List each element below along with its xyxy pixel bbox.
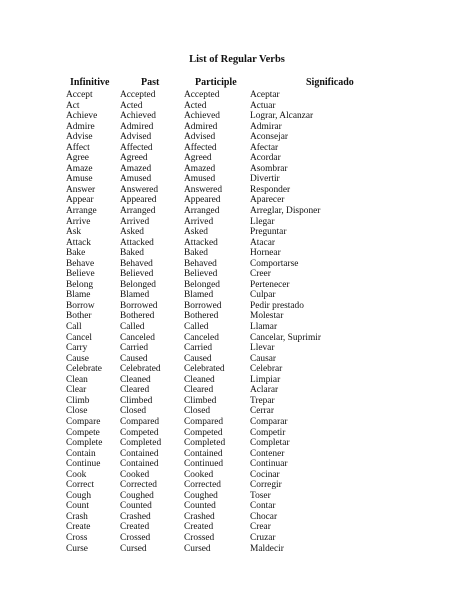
table-row (0, 544, 474, 555)
cell-participle: Bothered (184, 311, 219, 322)
verb-table (0, 77, 474, 554)
cell-infinitive: Borrow (66, 300, 95, 311)
cell-past: Blamed (120, 290, 150, 301)
cell-past: Closed (120, 406, 147, 417)
table-row (0, 385, 474, 396)
cell-past: Agreed (120, 153, 148, 164)
table-row (0, 153, 474, 164)
cell-infinitive: Amaze (66, 163, 93, 174)
table-row (0, 185, 474, 196)
table-row (0, 269, 474, 280)
cell-past: Borrowed (120, 300, 158, 311)
table-row (0, 90, 474, 101)
cell-participle: Appeared (184, 195, 221, 206)
cell-infinitive: Advise (66, 132, 93, 143)
cell-infinitive: Blame (66, 290, 91, 301)
cell-significado: Cocinar (250, 469, 280, 480)
cell-past: Climbed (120, 395, 153, 406)
cell-significado: Atacar (250, 237, 275, 248)
cell-infinitive: Compare (66, 416, 101, 427)
cell-participle: Closed (184, 406, 211, 417)
table-row (0, 248, 474, 259)
cell-past: Attacked (120, 237, 154, 248)
table-row (0, 174, 474, 185)
cell-significado: Acordar (250, 153, 281, 164)
cell-participle: Caused (184, 353, 212, 364)
table-row (0, 449, 474, 460)
cell-participle: Amazed (184, 163, 216, 174)
cell-participle: Climbed (184, 395, 217, 406)
table-row (0, 375, 474, 386)
cell-past: Canceled (120, 332, 155, 343)
cell-past: Advised (120, 132, 152, 143)
cell-past: Contained (120, 448, 159, 459)
cell-infinitive: Call (66, 322, 82, 333)
cell-past: Competed (120, 427, 159, 438)
cell-significado: Competir (250, 427, 286, 438)
table-row (0, 132, 474, 143)
cell-past: Called (120, 322, 145, 333)
cell-significado: Comparar (250, 416, 288, 427)
cell-past: Cursed (120, 543, 147, 554)
cell-significado: Responder (250, 184, 291, 195)
cell-significado: Llegar (250, 216, 275, 227)
cell-participle: Answered (184, 184, 223, 195)
cell-participle: Celebrated (184, 364, 225, 375)
cell-participle: Carried (184, 343, 213, 354)
cell-significado: Asombrar (250, 163, 288, 174)
cell-past: Arranged (120, 206, 156, 217)
cell-past: Amazed (120, 163, 152, 174)
cell-participle: Advised (184, 132, 216, 143)
table-row (0, 533, 474, 544)
cell-past: Compared (120, 416, 160, 427)
header-past: Past (141, 77, 160, 88)
cell-past: Achieved (120, 111, 156, 122)
cell-significado: Chocar (250, 511, 278, 522)
table-row (0, 333, 474, 344)
cell-past: Caused (120, 353, 148, 364)
cell-participle: Created (184, 522, 214, 533)
cell-participle: Arrived (184, 216, 214, 227)
cell-participle: Admired (184, 121, 218, 132)
cell-past: Behaved (120, 258, 153, 269)
cell-participle: Behaved (184, 258, 217, 269)
cell-participle: Canceled (184, 332, 219, 343)
table-header (0, 77, 474, 89)
cell-participle: Acted (184, 100, 207, 111)
cell-participle: Coughed (184, 490, 218, 501)
table-row (0, 417, 474, 428)
cell-infinitive: Climb (66, 395, 90, 406)
cell-past: Celebrated (120, 364, 161, 375)
cell-past: Affected (120, 142, 153, 153)
cell-participle: Cooked (184, 469, 214, 480)
cell-infinitive: Cough (66, 490, 92, 501)
cell-past: Cooked (120, 469, 150, 480)
cell-infinitive: Arrive (66, 216, 91, 227)
cell-infinitive: Belong (66, 279, 94, 290)
table-row (0, 322, 474, 333)
cell-significado: Crear (250, 522, 271, 533)
table-row (0, 501, 474, 512)
cell-significado: Preguntar (250, 227, 287, 238)
cell-infinitive: Crash (66, 511, 88, 522)
cell-participle: Asked (184, 227, 208, 238)
cell-participle: Corrected (184, 480, 221, 491)
cell-significado: Causar (250, 353, 277, 364)
cell-participle: Achieved (184, 111, 220, 122)
cell-significado: Limpiar (250, 374, 281, 385)
cell-infinitive: Create (66, 522, 91, 533)
cell-participle: Baked (184, 248, 208, 259)
cell-significado: Lograr, Alcanzar (250, 111, 314, 122)
cell-participle: Accepted (184, 90, 220, 100)
table-row (0, 470, 474, 481)
cell-past: Cleared (120, 385, 150, 396)
header-participle: Participle (195, 77, 237, 88)
cell-participle: Crossed (184, 532, 215, 543)
cell-past: Believed (120, 269, 154, 280)
cell-infinitive: Arrange (66, 206, 97, 217)
cell-significado: Divertir (250, 174, 280, 185)
cell-infinitive: Admire (66, 121, 95, 132)
table-row (0, 259, 474, 270)
cell-infinitive: Close (66, 406, 88, 417)
cell-significado: Aclarar (250, 385, 279, 396)
cell-participle: Counted (184, 501, 216, 512)
cell-significado: Continuar (250, 459, 288, 470)
cell-past: Created (120, 522, 150, 533)
cell-participle: Crashed (184, 511, 215, 522)
cell-past: Crossed (120, 532, 151, 543)
table-row (0, 396, 474, 407)
cell-participle: Blamed (184, 290, 214, 301)
table-row (0, 522, 474, 533)
cell-significado: Completar (250, 438, 290, 449)
cell-significado: Actuar (250, 100, 276, 111)
cell-significado: Comportarse (250, 258, 299, 269)
table-row (0, 301, 474, 312)
document-title: List of Regular Verbs (189, 54, 285, 65)
cell-infinitive: Cancel (66, 332, 93, 343)
cell-participle: Agreed (184, 153, 212, 164)
cell-significado: Pertenecer (250, 279, 290, 290)
cell-past: Accepted (120, 90, 156, 100)
cell-past: Answered (120, 184, 159, 195)
cell-past: Asked (120, 227, 144, 238)
cell-significado: Celebrar (250, 364, 283, 375)
table-row (0, 195, 474, 206)
cell-significado: Arreglar, Disponer (250, 206, 321, 217)
table-row (0, 364, 474, 375)
table-row (0, 206, 474, 217)
cell-past: Belonged (120, 279, 156, 290)
cell-infinitive: Agree (66, 153, 89, 164)
cell-infinitive: Carry (66, 343, 88, 354)
cell-significado: Pedir prestado (250, 300, 304, 311)
cell-significado: Aconsejar (250, 132, 289, 143)
cell-infinitive: Attack (66, 237, 91, 248)
cell-participle: Cleaned (184, 374, 215, 385)
cell-significado: Trepar (250, 395, 275, 406)
cell-infinitive: Accept (66, 90, 93, 100)
cell-past: Contained (120, 459, 159, 470)
cell-participle: Competed (184, 427, 223, 438)
cell-infinitive: Bother (66, 311, 92, 322)
table-row (0, 164, 474, 175)
cell-infinitive: Behave (66, 258, 95, 269)
cell-past: Carried (120, 343, 149, 354)
cell-significado: Admirar (250, 121, 282, 132)
cell-participle: Contained (184, 448, 223, 459)
cell-significado: Cruzar (250, 532, 276, 543)
cell-significado: Creer (250, 269, 271, 280)
table-row (0, 406, 474, 417)
cell-significado: Cancelar, Suprimir (250, 332, 321, 343)
cell-past: Amused (120, 174, 152, 185)
table-row (0, 459, 474, 470)
cell-significado: Toser (250, 490, 271, 501)
cell-infinitive: Complete (66, 438, 103, 449)
cell-past: Crashed (120, 511, 151, 522)
table-row (0, 101, 474, 112)
table-row (0, 122, 474, 133)
table-row (0, 143, 474, 154)
cell-infinitive: Amuse (66, 174, 93, 185)
cell-infinitive: Believe (66, 269, 95, 280)
cell-past: Appeared (120, 195, 157, 206)
cell-infinitive: Correct (66, 480, 95, 491)
cell-significado: Contener (250, 448, 285, 459)
cell-significado: Hornear (250, 248, 281, 259)
table-row (0, 217, 474, 228)
cell-infinitive: Act (66, 100, 80, 111)
cell-participle: Continued (184, 459, 224, 470)
cell-past: Counted (120, 501, 152, 512)
cell-significado: Maldecir (250, 543, 284, 554)
cell-participle: Completed (184, 438, 226, 449)
cell-infinitive: Contain (66, 448, 96, 459)
cell-past: Bothered (120, 311, 155, 322)
cell-infinitive: Compete (66, 427, 100, 438)
cell-infinitive: Achieve (66, 111, 98, 122)
cell-infinitive: Cause (66, 353, 89, 364)
cell-participle: Affected (184, 142, 217, 153)
table-row (0, 227, 474, 238)
cell-infinitive: Count (66, 501, 89, 512)
cell-significado: Culpar (250, 290, 276, 301)
header-significado: Significado (306, 77, 354, 88)
cell-infinitive: Appear (66, 195, 94, 206)
cell-past: Baked (120, 248, 144, 259)
cell-infinitive: Bake (66, 248, 86, 259)
cell-infinitive: Clean (66, 374, 88, 385)
cell-past: Acted (120, 100, 143, 111)
cell-significado: Llamar (250, 322, 278, 333)
cell-significado: Cerrar (250, 406, 274, 417)
cell-significado: Aceptar (250, 90, 280, 100)
table-row (0, 438, 474, 449)
table-row (0, 280, 474, 291)
cell-significado: Molestar (250, 311, 284, 322)
cell-significado: Contar (250, 501, 276, 512)
table-body (0, 90, 474, 554)
cell-participle: Amused (184, 174, 216, 185)
cell-significado: Corregir (250, 480, 282, 491)
cell-infinitive: Affect (66, 142, 90, 153)
cell-participle: Believed (184, 269, 218, 280)
cell-past: Arrived (120, 216, 150, 227)
cell-past: Coughed (120, 490, 154, 501)
table-row (0, 111, 474, 122)
cell-significado: Aparecer (250, 195, 285, 206)
cell-participle: Borrowed (184, 300, 222, 311)
cell-infinitive: Curse (66, 543, 88, 554)
table-row (0, 480, 474, 491)
table-row (0, 238, 474, 249)
cell-participle: Cursed (184, 543, 211, 554)
cell-infinitive: Continue (66, 459, 101, 470)
cell-participle: Compared (184, 416, 224, 427)
table-row (0, 512, 474, 523)
table-row (0, 290, 474, 301)
table-row (0, 428, 474, 439)
cell-infinitive: Ask (66, 227, 82, 238)
cell-participle: Arranged (184, 206, 220, 217)
cell-past: Corrected (120, 480, 157, 491)
table-row (0, 311, 474, 322)
cell-infinitive: Answer (66, 184, 96, 195)
cell-participle: Belonged (184, 279, 220, 290)
table-row (0, 491, 474, 502)
cell-significado: Llevar (250, 343, 275, 354)
table-row (0, 354, 474, 365)
table-row (0, 343, 474, 354)
cell-past: Admired (120, 121, 154, 132)
cell-past: Completed (120, 438, 162, 449)
cell-participle: Cleared (184, 385, 214, 396)
cell-infinitive: Cross (66, 532, 88, 543)
cell-past: Cleaned (120, 374, 151, 385)
cell-significado: Afectar (250, 142, 279, 153)
header-infinitive: Infinitive (70, 77, 110, 88)
cell-infinitive: Celebrate (66, 364, 102, 375)
cell-participle: Called (184, 322, 209, 333)
cell-participle: Attacked (184, 237, 218, 248)
cell-infinitive: Clear (66, 385, 87, 396)
cell-infinitive: Cook (66, 469, 87, 480)
